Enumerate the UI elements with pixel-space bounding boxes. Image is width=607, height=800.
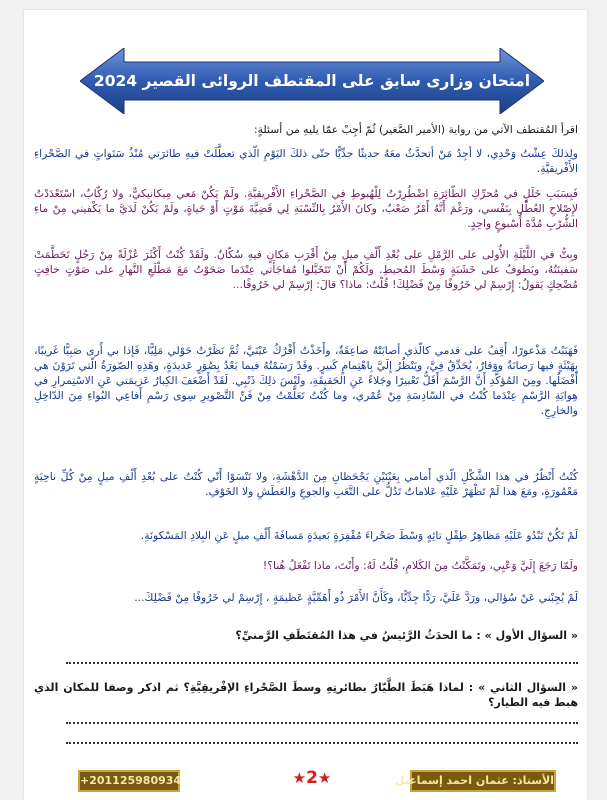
paragraph-4: فَهَبَبْتُ مَذْعورًا، أَقِفُ على قدمي كالّذي أصابَتْهُ صاعِقَةٌ، وأَخَذْتُ أَفْرُكُ عَيْنَيَّ، ثُمَّ نَظَرْتُ حَوْلي مَلِيًّا، فَإذا بي أَرى صَبِيًّا غَريبًا، بِهَيْئَةٍ فيها رَصانَةٌ ووَقارٌ، يُحَدِّقُ فِيَّ، ويَنْظُرُ إِلَيَّ بِاهْتِمامٍ كَبيرٍ. وقَدْ رَسَمْتُهُ فيما بَعْدُ بِصُوَرٍ عَديدَةٍ، وهَذِهِ الصّورَةُ الّتي تَرَوْنَ هي أَفْضَلُها. ومِنَ المُؤكَّدِ أَنَّ الرَّسْمَ أَقَلُّ تَعْبيرًا وجَلاءً عَنِ الحَقيقَةِ، ولَيْسَ ذلِكَ ذَنْبِي. لَقَدْ أَضْعَفَ الكِبارُ عَزيمَتي عَنِ الاسْتِمرارِ في هِوايَةِ الرَّسْمِ عِنْدَما كُنْتُ في السّادِسَةِ مِنْ عُمْري، وما كُنْتُ تَعَلَّمْتُ مِنْ فَنِّ التَّصْويرِ سِوى رَسْمِ أَفاعِي البُواءِ مِنَ الدّاخِلِ والخارِجِ. bbox=[34, 344, 578, 417]
star-icon: ★ bbox=[317, 769, 332, 787]
exam-title: امتحان وزارى سابق على المقتطف الروائى القصير 2024 bbox=[93, 72, 531, 90]
paragraph-6: لَمْ تَكُنْ تَبْدُو عَلَيْهِ مَظاهِرُ طِفْلٍ تائِهٍ وَسْطَ صَحْراءَ مُقْفِرَةٍ بَعيدَةٍ مَسافَةَ أَلْفِ ميلٍ عَنِ البِلادِ المَسْكونَةِ. bbox=[140, 529, 578, 542]
page-number: 2 bbox=[306, 768, 318, 788]
intro-instruction: اقرأ المُقتطف الآتي من رواية (الأمير الصَّغير) ثُمّ أجِبْ عمّا يليهِ من أسئلةٍ: bbox=[253, 123, 578, 136]
answer-line-2[interactable] bbox=[66, 712, 578, 724]
page-number-area bbox=[282, 766, 342, 790]
paragraph-8: لَمْ يُجِبْني عَنْ سُؤالي، ورَدَّ عَلَيَّ، رَدًّا جِدِّيًّا، وكَأَنَّ الأَمْرَ ذُو أَهَمِّيَّةٍ عَظيمَةٍ ، إِرْسِمْ لي خَرُوفًا مِنْ فَضْلِكَ... bbox=[134, 591, 578, 604]
question-2: « السؤال الثاني » : لماذا هَبَطَ الطَّيّارُ بطائرتِهِ وسطَ الصَّحْراءِ الإفْريقِيَّةِ؟ ثم اذكر وصفا للمكان الذي هبط فيه الطيار؟ bbox=[34, 681, 578, 709]
paragraph-2: فَبِسَبَبِ خَلَلٍ في مُحرِّكِ الطّائِرَةِ اضْطُرِرْتُ لِلْهُبوطِ في الصَّحْراءِ الأَفْريقيَّةِ. ولَمْ يَكُنْ مَعي مِيكانيكيٌّ، ولا رُكّابٌ، اسْتَعْدَدْتُ لإِصْلاحِ العُطْلِ بِنَفْسي، ورَغْمَ أَنَّهُ أَمْرٌ صَعْبٌ، وكانَ الأَمْرُ بِالنِّسْبَةِ لِي قَضِيَّةَ مَوْتٍ أَوْ حَياةٍ، ولَمْ يَكُنْ لَدَيَّ ما يَكْفيني مِنْ ماءِ الشُّرْبِ مُدَّةَ أُسْبوعٍ واحِدٍ. bbox=[34, 187, 578, 230]
paragraph-1: ولِذلكَ عِشْتُ وَحْدِي، لا أجِدُ مَنْ أتحدَّثُ معَهُ حديثًا جدِّيًّا حتّى ذلكَ اليَوْمِ الّذي تعطَّلَتْ فيهِ طائرَتي مُنْذُ سَنَواتٍ في الصَّحْراءِ الأَفْريقيَّةِ. bbox=[34, 147, 578, 175]
phone-badge: +201125980934 bbox=[78, 770, 180, 792]
star-icon: ★ bbox=[292, 769, 307, 787]
question-1: « السؤال الأول » : ما الحدَثُ الرَّئيسُ في هذا المُقتَطَفِ الرَّمنيِّ؟ bbox=[235, 629, 578, 642]
title-banner bbox=[80, 48, 544, 114]
answer-line-3[interactable] bbox=[66, 732, 578, 744]
paragraph-7: ولَمّا رَجَعَ إِلَيَّ وَعْيِي، وتَمَكَّنْتُ مِنَ الكَلامِ، قُلْتُ لَهُ: وأَنْتَ، ماذا تَفْعَلُ هُنا؟! bbox=[262, 559, 578, 572]
paragraph-5: كُنْتُ أَنْظُرُ في هذا الشَّكْلِ الّذي أَمامي بِعَيْنَيْنِ يَجْحَظانِ مِنَ الدَّهْشَةِ، ولا تَنْسَوْا أَنّي كُنْتُ على بُعْدِ أَلْفِ ميلٍ مِنْ كُلِّ ناحِيَةٍ مَعْمُورَةٍ، ومَعَ هذا لَمْ تَظْهَرْ عَلَيْهِ عَلاماتٌ تَدُلُّ على التَّعَبِ والجوعِ والعَطَشِ ولا الخَوْفِ. bbox=[34, 470, 578, 498]
paragraph-3: وبِتُّ في اللَّيْلَةِ الأُولى على الرَّمْلِ على بُعْدِ أَلْفِ ميلٍ مِنْ أَقْرَبِ مَكانٍ فيهِ سُكّانٌ. ولَقَدْ كُنْتُ أَكْثَرَ عُزْلَةً مِنْ رَجُلٍ تَحَطَّمَتْ سَفينَتُهُ، ويَطوفُ على خَشَبَةٍ وَسْطَ المُحيطِ. ولَكُمْ أَنْ تَتَخَيَّلوا مُفاجَأَتي عِنْدَما صَحَوْتُ مَعَ مَطْلَعِ النَّهارِ على صَوْتٍ خافِتٍ مُضْحِكٍ يَقولُ: إِرْسِمْ لي خَرُوفًا مِنْ فَضْلِكَ! قُلْتُ: ماذا؟ قالَ: إرْسِمْ لي خَرُوفًا... bbox=[34, 248, 578, 291]
answer-line-1[interactable] bbox=[66, 652, 578, 664]
teacher-badge: الأستاذ: عثمان احمد إسماعيل bbox=[410, 770, 556, 792]
